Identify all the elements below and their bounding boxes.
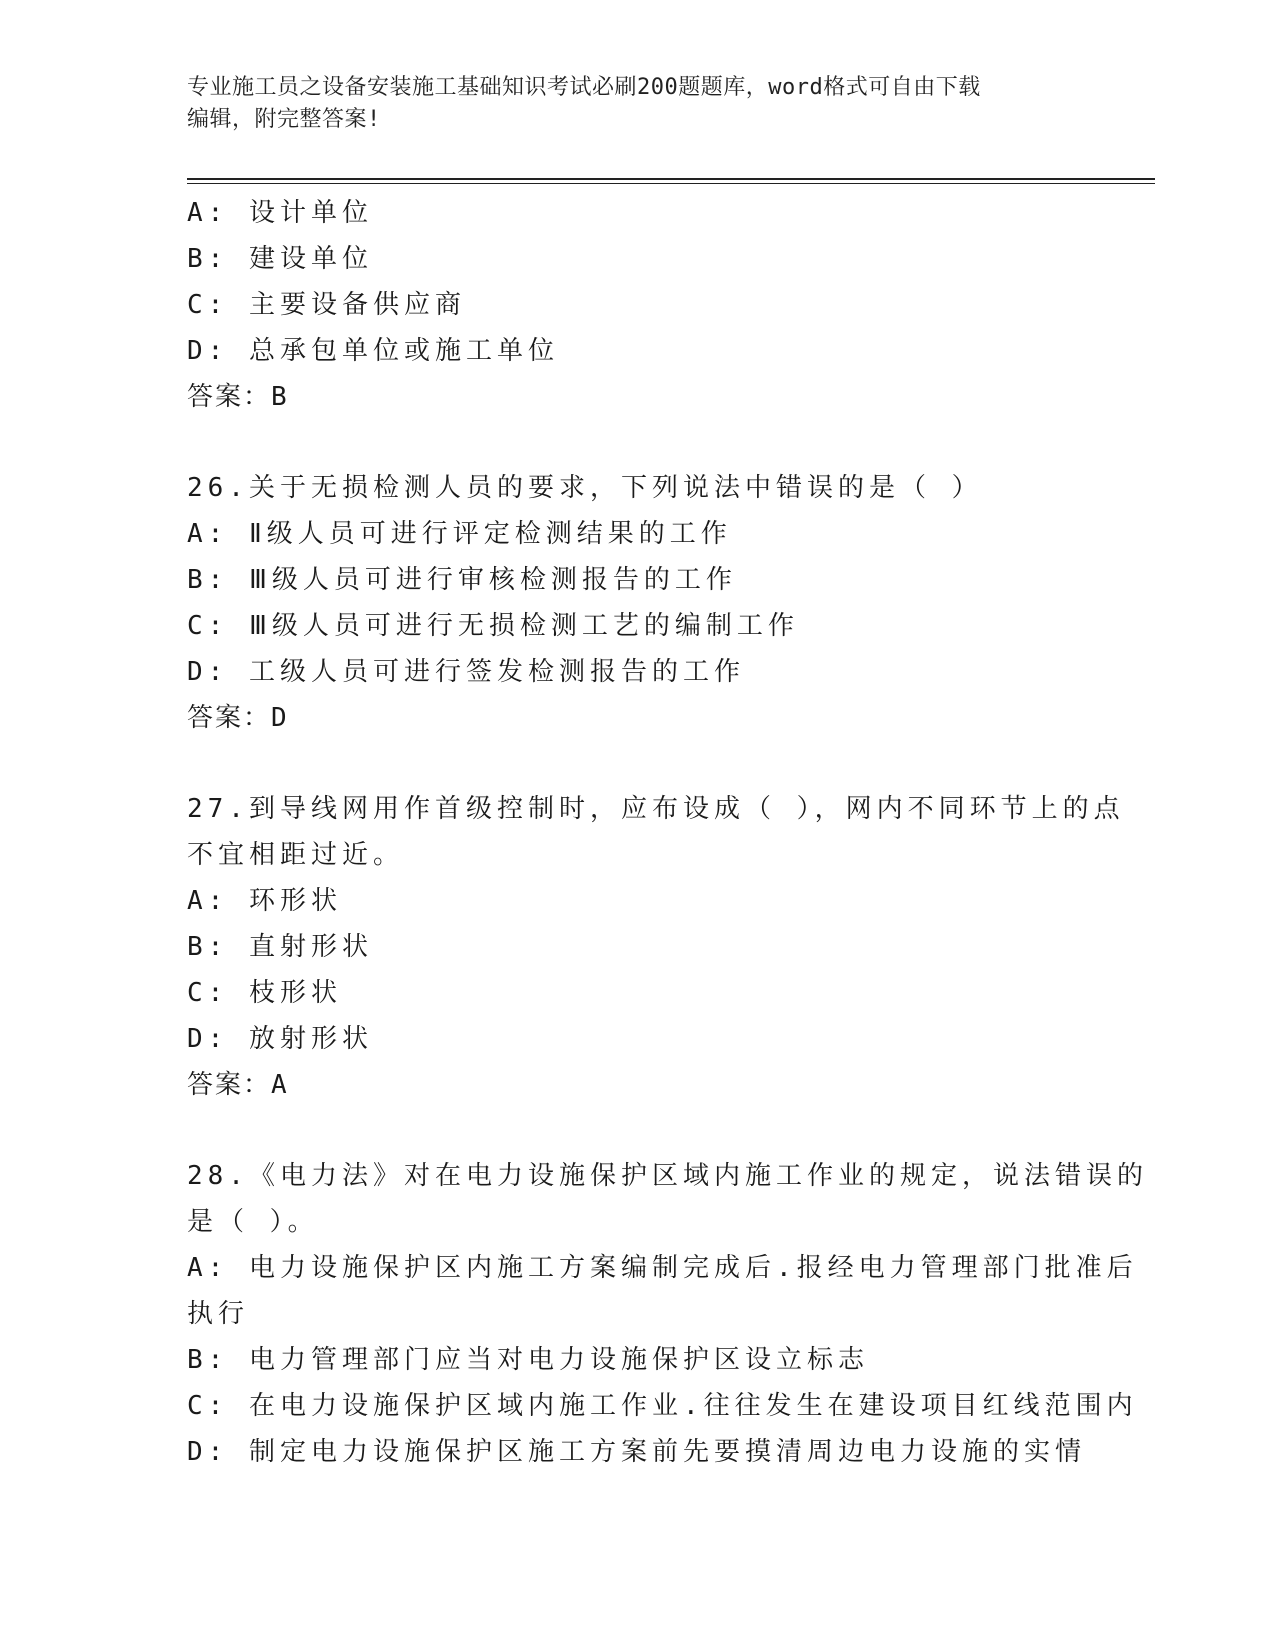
- option-b: B: 建设单位: [187, 244, 373, 274]
- question-28-text-line2: 是（ ）。: [187, 1207, 319, 1237]
- header-title-line2: 编辑，附完整答案!: [187, 107, 381, 132]
- question-26-text: 26.关于无损检测人员的要求，下列说法中错误的是（ ）: [187, 473, 983, 503]
- option-a: A: Ⅱ级人员可进行评定检测结果的工作: [187, 519, 732, 549]
- option-c: C: 在电力设施保护区域内施工作业.往往发生在建设项目红线范围内: [187, 1391, 1138, 1421]
- option-b: B: Ⅲ级人员可进行审核检测报告的工作: [187, 565, 737, 595]
- question-25: [187, 190, 1087, 420]
- option-d: D: 总承包单位或施工单位: [187, 336, 559, 366]
- option-c: C: 枝形状: [187, 978, 342, 1008]
- question-26: [187, 465, 1087, 741]
- question-list: [187, 190, 1148, 1475]
- answer-26: 答案：D: [187, 703, 289, 733]
- question-27-text-line1: 27.到导线网用作首级控制时，应布设成（ ），网内不同环节上的点: [187, 794, 1125, 824]
- document-header: [187, 72, 1067, 136]
- answer-27: 答案：A: [187, 1070, 289, 1100]
- option-d: D: 制定电力设施保护区施工方案前先要摸清周边电力设施的实情: [187, 1437, 1086, 1467]
- option-c: C: 主要设备供应商: [187, 290, 466, 320]
- option-c: C: Ⅲ级人员可进行无损检测工艺的编制工作: [187, 611, 799, 641]
- option-a-line2: 执行: [187, 1299, 250, 1329]
- option-d: D: 放射形状: [187, 1024, 373, 1054]
- header-divider: [187, 178, 1155, 184]
- question-28-text-line1: 28.《电力法》对在电力设施保护区域内施工作业的规定，说法错误的: [187, 1161, 1148, 1191]
- option-a: A: 设计单位: [187, 198, 373, 228]
- question-28: [187, 1153, 1148, 1475]
- option-d: D: 工级人员可进行签发检测报告的工作: [187, 657, 745, 687]
- option-a: A: 环形状: [187, 886, 342, 916]
- option-b: B: 电力管理部门应当对电力设施保护区设立标志: [187, 1345, 869, 1375]
- header-title-line1: 专业施工员之设备安装施工基础知识考试必刷200题题库，word格式可自由下载: [187, 75, 981, 100]
- option-b: B: 直射形状: [187, 932, 373, 962]
- question-27-text-line2: 不宜相距过近。: [187, 840, 405, 870]
- question-27: [187, 786, 1125, 1108]
- answer-25: 答案：B: [187, 382, 289, 412]
- option-a-line1: A: 电力设施保护区内施工方案编制完成后.报经电力管理部门批准后: [187, 1253, 1138, 1283]
